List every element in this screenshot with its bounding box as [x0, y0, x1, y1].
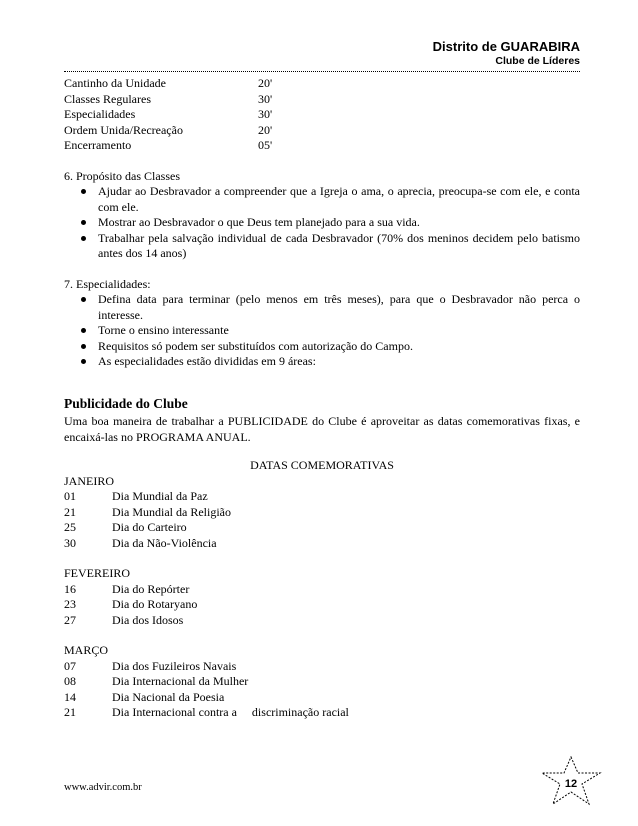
header-subtitle: Clube de Líderes	[495, 55, 580, 67]
list-item-text: Torne o ensino interessante	[98, 323, 229, 337]
date-day: 21	[64, 705, 76, 719]
date-row	[64, 505, 580, 521]
page-number: 12	[564, 778, 578, 790]
schedule-row	[64, 92, 580, 108]
date-day: 16	[64, 581, 76, 596]
month-marco	[64, 643, 580, 721]
date-day: 30	[64, 535, 76, 550]
list-item	[64, 354, 580, 370]
list-item-text: Mostrar ao Desbravador o que Deus tem planejado para a sua vida.	[98, 215, 420, 229]
date-event: Dia do Carteiro	[112, 520, 187, 534]
date-row	[64, 520, 580, 536]
schedule-row	[64, 123, 580, 139]
schedule-item: Cantinho da Unidade	[64, 76, 166, 90]
list-item	[64, 339, 580, 355]
date-event: Dia Internacional contra a discriminação racial	[112, 705, 349, 719]
star-icon	[540, 756, 602, 806]
date-day: 08	[64, 674, 76, 688]
list-item	[64, 184, 580, 215]
bullet-icon	[81, 236, 86, 241]
list-item	[64, 215, 580, 231]
bullet-list	[64, 184, 580, 262]
date-event: Dia Nacional da Poesia	[112, 689, 225, 704]
bullet-icon	[81, 328, 86, 333]
date-row	[64, 597, 580, 613]
date-day: 27	[64, 612, 76, 627]
date-row	[64, 659, 580, 675]
list-item-text: Ajudar ao Desbravador a compreender que a Igreja o ama, o aprecia, preocupa-se com ele, e conta com ele.	[98, 184, 580, 214]
date-day: 21	[64, 504, 76, 519]
header-title: Distrito de GUARABIRA	[432, 39, 580, 54]
date-row	[64, 489, 580, 505]
date-event: Dia dos Idosos	[112, 612, 184, 627]
schedule-table	[64, 76, 580, 154]
list-item	[64, 323, 580, 339]
bullet-list	[64, 292, 580, 370]
list-item	[64, 292, 580, 323]
date-row	[64, 613, 580, 629]
bullet-icon	[81, 189, 86, 194]
schedule-minutes: 05'	[258, 138, 273, 152]
publicidade-paragraph: Uma boa maneira de trabalhar a PUBLICIDADE do Clube é aproveitar as datas comemorativas fixas, e encaixá-las no PROGRAMA ANUAL.	[64, 414, 580, 444]
dates-title: DATAS COMEMORATIVAS	[250, 458, 394, 472]
date-row	[64, 582, 580, 598]
date-day: 23	[64, 597, 76, 611]
month-janeiro	[64, 474, 580, 552]
bullet-icon	[81, 297, 86, 302]
schedule-item: Especialidades	[64, 107, 136, 121]
date-day: 01	[64, 489, 76, 503]
section-title: 7. Especialidades:	[64, 276, 151, 291]
date-day: 14	[64, 689, 76, 704]
date-event: Dia Mundial da Religião	[112, 504, 231, 519]
list-item	[64, 231, 580, 262]
schedule-row	[64, 76, 580, 92]
date-day: 07	[64, 658, 76, 673]
schedule-item: Ordem Unida/Recreação	[64, 122, 183, 137]
month-fevereiro	[64, 566, 580, 628]
schedule-minutes: 20'	[258, 76, 273, 90]
bullet-icon	[81, 220, 86, 225]
date-day: 25	[64, 520, 76, 534]
list-item-text: Requisitos só podem ser substituídos com autorização do Campo.	[98, 338, 413, 353]
schedule-minutes: 30'	[258, 91, 273, 106]
section-title: 6. Propósito das Classes	[64, 168, 181, 183]
footer-url[interactable]: www.advir.com.br	[64, 782, 142, 793]
month-name: JANEIRO	[64, 473, 114, 488]
date-event: Dia do Repórter	[112, 581, 190, 596]
schedule-row	[64, 138, 580, 154]
schedule-minutes: 20'	[258, 122, 273, 137]
schedule-item: Encerramento	[64, 138, 132, 152]
month-name: FEVEREIRO	[64, 566, 130, 580]
list-item-text: As especialidades estão divididas em 9 áreas:	[98, 354, 316, 368]
schedule-row	[64, 107, 580, 123]
date-event: Dia Mundial da Paz	[112, 489, 208, 503]
bullet-icon	[81, 359, 86, 364]
header-divider	[64, 71, 580, 72]
date-row	[64, 705, 580, 721]
page-content	[64, 76, 580, 721]
date-event: Dia Internacional da Mulher	[112, 674, 249, 688]
list-item-text: Defina data para terminar (pelo menos em três meses), para que o Desbravador não perca o interesse.	[98, 292, 580, 322]
date-row	[64, 536, 580, 552]
section-proposito-classes	[64, 169, 580, 262]
publicidade-heading: Publicidade do Clube	[64, 395, 188, 411]
date-event: Dia da Não-Violência	[112, 535, 217, 550]
schedule-minutes: 30'	[258, 107, 273, 121]
date-row	[64, 690, 580, 706]
date-row	[64, 674, 580, 690]
date-event: Dia dos Fuzileiros Navais	[112, 658, 237, 673]
bullet-icon	[81, 344, 86, 349]
section-especialidades	[64, 277, 580, 370]
schedule-item: Classes Regulares	[64, 91, 151, 106]
list-item-text: Trabalhar pela salvação individual de cada Desbravador (70% dos meninos decidem pelo batismo antes dos 14 anos)	[98, 230, 580, 260]
date-event: Dia do Rotaryano	[112, 597, 198, 611]
month-name: MARÇO	[64, 643, 109, 657]
